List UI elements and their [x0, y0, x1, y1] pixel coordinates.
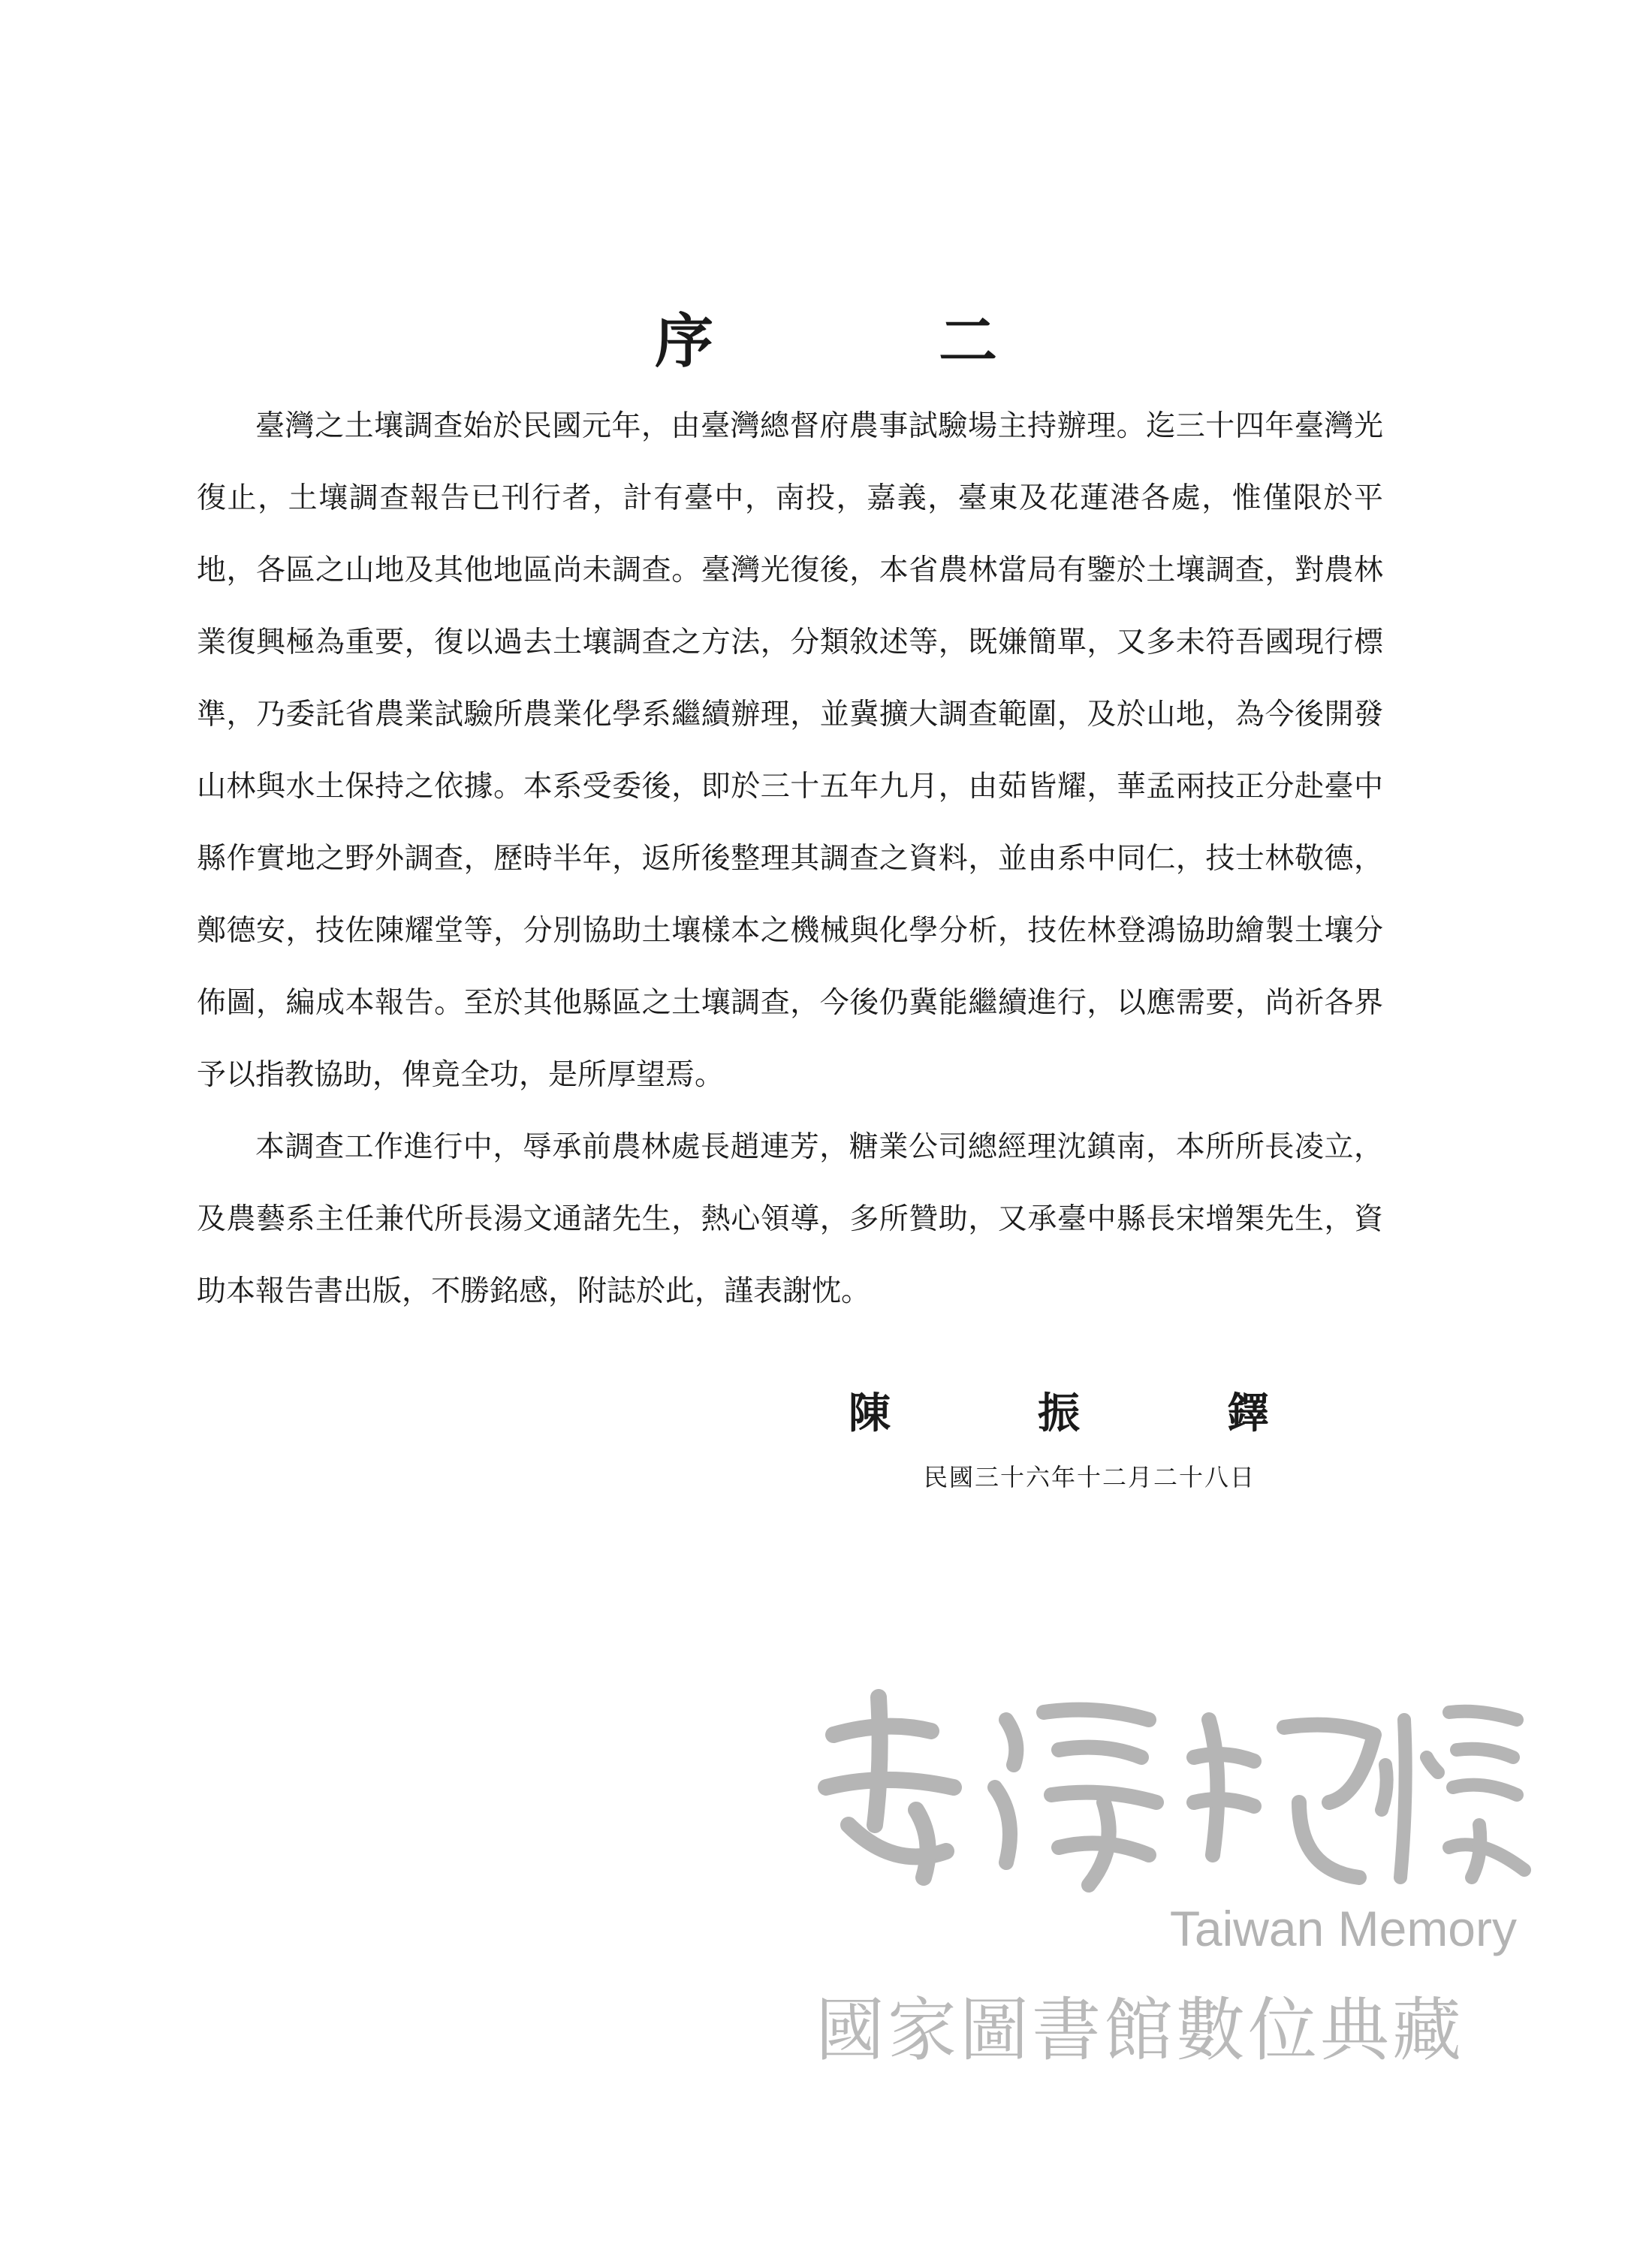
watermark-chinese: 國家圖書館數位典藏 — [815, 1990, 1465, 2071]
preface-date: 民國三十六年十二月二十八日 — [924, 1463, 1256, 1491]
title-char-1: 序 — [654, 307, 713, 376]
paragraph-2: 本調查工作進行中，辱承前農林處長趙連芳，糖業公司總經理沈鎮南，本所所長凌立，及農藝系主任兼代所長湯文通諸先生，熱心領導，多所贊助，又承臺中縣長宋增榘先生，資助本報告書出版，不勝銘感，附誌於此，謹表謝忱。 — [197, 1130, 1383, 1308]
signature-char-3: 鐸 — [1227, 1389, 1269, 1438]
author-signature — [849, 1380, 1269, 1440]
watermark-english: Taiwan Memory — [1169, 1901, 1517, 1956]
preface-body — [197, 391, 1383, 1328]
title-char-2: 二 — [939, 307, 998, 376]
paragraph-1: 臺灣之土壤調查始於民國元年，由臺灣總督府農事試驗場主持辦理。迄三十四年臺灣光復止，土壤調查報告已刊行者，計有臺中，南投，嘉義，臺東及花蓮港各處，惟僅限於平地，各區之山地及其他地區尚未調查。臺灣光復後，本省農林當局有鑒於土壤調查，對農林業復興極為重要，復以過去土壤調查之方法，分類敘述等，既嫌簡單，又多未符吾國現行標準，乃委託省農業試驗所農業化學系繼續辦理，並冀擴大調查範圍，及於山地，為今後開發山林與水土保持之依據。本系受委後，即於三十五年九月，由茹皆耀，華孟兩技正分赴臺中縣作實地之野外調查，歷時半年，返所後整理其調查之資料，並由系中同仁，技士林敬德，鄭德安，技佐陳耀堂等，分別協助土壤樣本之機械與化學分析，技佐林登鴻協助繪製土壤分佈圖，編成本報告。至於其他縣區之土壤調查，今後仍冀能繼續進行，以應需要，尚祈各界予以指教協助，俾竟全功，是所厚望焉。 — [197, 409, 1383, 1092]
signature-char-2: 振 — [1038, 1389, 1080, 1438]
taiwan-memory-watermark — [803, 1675, 1539, 2095]
preface-title — [0, 294, 1652, 379]
signature-char-1: 陳 — [849, 1389, 891, 1438]
taiwan-memory-logo-icon — [803, 1675, 1539, 1900]
